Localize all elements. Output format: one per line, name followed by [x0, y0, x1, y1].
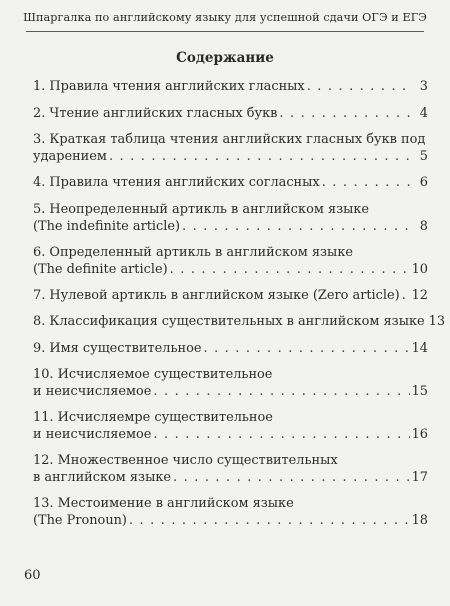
dot-leader — [153, 383, 409, 400]
toc-entry-title-cont: и неисчисляемое — [33, 427, 152, 442]
toc-entry-title: 7. Нулевой артикль в английском языке (Zero article) — [33, 287, 400, 303]
dot-leader — [402, 287, 410, 304]
dot-leader — [279, 105, 412, 122]
toc-entry-title-cont: (The Pronoun) — [33, 513, 127, 528]
toc-entry-title: 10. Исчисляемое существительное — [33, 367, 273, 382]
toc-entry-title-cont: (The definite article) — [33, 261, 168, 277]
toc-entry-title: 12. Множественное число существительных — [33, 453, 338, 468]
dot-leader — [170, 261, 410, 278]
toc-entry-page: 10 — [411, 261, 428, 277]
toc-entry-page: 15 — [411, 384, 428, 399]
toc-entry-title-cont: и неисчисляемое — [33, 384, 152, 399]
toc-entry-title-cont: ударением — [33, 149, 107, 164]
toc-entry — [33, 366, 428, 400]
dot-leader — [109, 148, 412, 165]
running-header: Шпаргалка по английскому языку для успешной сдачи ОГЭ и ЕГЭ — [23, 11, 427, 24]
toc-entry-title: 11. Исчисляемре существительное — [33, 410, 273, 425]
toc-entry-page: 18 — [411, 513, 428, 528]
dot-leader — [307, 78, 412, 95]
toc-entry-title: 2. Чтение английских гласных букв — [33, 105, 278, 121]
toc-entry — [33, 287, 428, 304]
toc-entry-title: 1. Правила чтения английских гласных — [33, 79, 305, 94]
toc-entry-title-cont: (The indefinite article) — [33, 218, 181, 234]
toc-entry — [33, 131, 428, 165]
toc-entry-page: 12 — [411, 287, 428, 303]
toc-entry-page: 4 — [419, 105, 428, 121]
toc-entry-page: 17 — [411, 470, 428, 485]
dot-leader — [322, 174, 412, 191]
header-rule — [26, 31, 424, 32]
dot-leader — [173, 469, 410, 486]
toc-entry — [33, 244, 428, 278]
toc-entry — [33, 340, 428, 357]
dot-leader — [129, 512, 410, 529]
page-number: 60 — [24, 568, 41, 583]
toc-entry-page: 13 — [428, 314, 446, 329]
toc-entry — [33, 201, 428, 235]
toc-entry — [33, 174, 428, 191]
toc-entry-title-cont: в английском языке — [33, 470, 172, 485]
toc-entry-page: 6 — [419, 175, 428, 190]
toc-entry-title: 4. Правила чтения английских согласных — [33, 175, 320, 190]
dot-leader — [203, 340, 409, 357]
toc-entry-page: 5 — [419, 149, 428, 164]
table-of-contents — [33, 78, 446, 538]
toc-entry-title: 9. Имя существительное — [33, 340, 202, 356]
dot-leader — [182, 218, 412, 235]
toc-entry-title: 8. Классификация существительных в английском языке — [33, 314, 425, 329]
toc-entry — [33, 78, 428, 95]
toc-title: Содержание — [176, 50, 274, 66]
toc-entry-page: 16 — [411, 427, 428, 442]
toc-entry-page: 3 — [419, 79, 428, 94]
toc-entry-title: 5. Неопределенный артикль в английском языке — [33, 201, 370, 217]
toc-entry-page: 14 — [411, 340, 428, 356]
toc-entry — [33, 495, 428, 529]
dot-leader — [153, 426, 409, 443]
toc-entry-title: 6. Определенный артикль в английском языке — [33, 244, 353, 260]
toc-entry — [33, 409, 428, 443]
toc-entry-title: 3. Краткая таблица чтения английских гласных букв под — [33, 132, 426, 147]
toc-entry — [33, 452, 428, 486]
toc-entry-page: 8 — [419, 218, 428, 234]
toc-entry — [33, 313, 446, 330]
toc-entry — [33, 105, 428, 122]
toc-entry-title: 13. Местоимение в английском языке — [33, 496, 294, 511]
